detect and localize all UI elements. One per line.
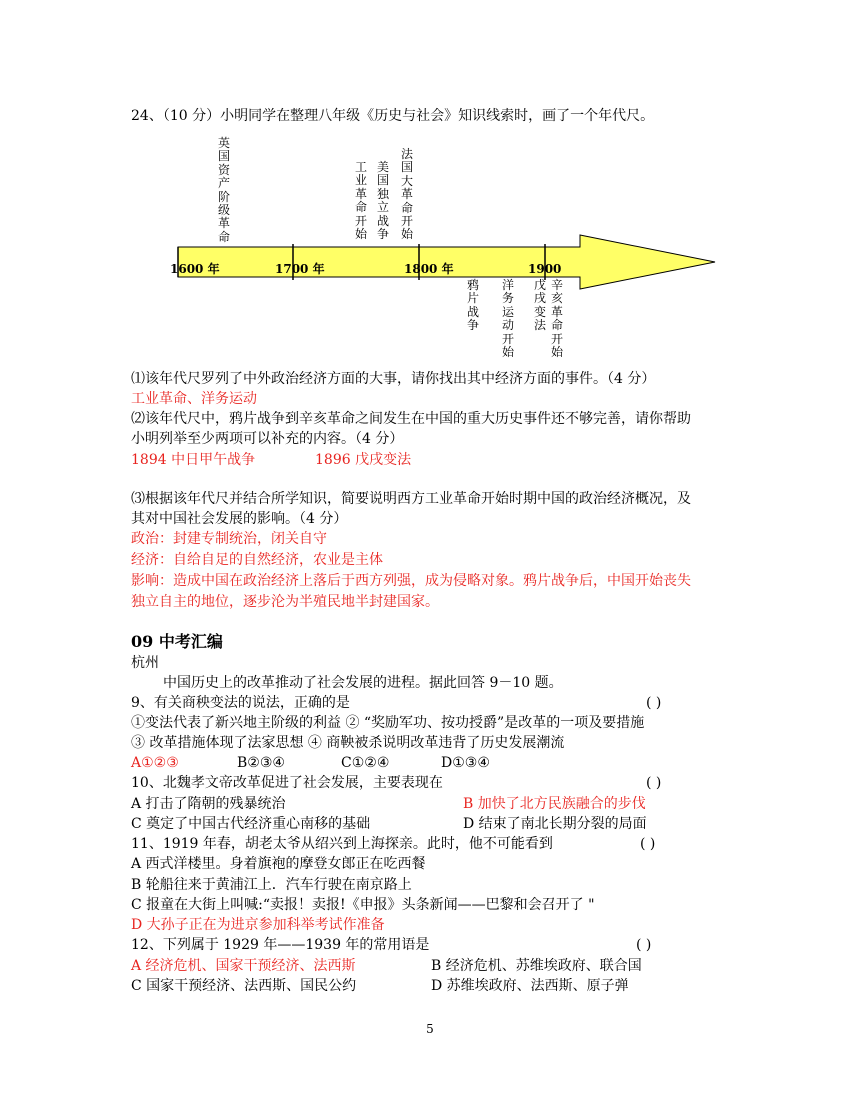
q24-intro: 24、（10 分）小明同学在整理八年级《历史与社会》知识线索时，画了一个年代尺。 bbox=[131, 108, 655, 124]
q9-stem: 9、有关商秧变法的说法，正确的是 bbox=[131, 695, 350, 711]
tick-label-1900: 1900 bbox=[528, 262, 562, 276]
q12-stem: 12、下列属于 1929 年——1939 年的常用语是 bbox=[131, 937, 430, 953]
event-french-revolution: 法国大革命开始 bbox=[400, 147, 413, 242]
timeline-ruler bbox=[0, 0, 860, 380]
event-industrial-revolution: 工业革命开始 bbox=[354, 160, 367, 242]
q9-option-b: B②③④ bbox=[237, 755, 285, 771]
q9-option-c: C①②④ bbox=[341, 755, 390, 771]
q10-stem: 10、北魏孝文帝改革促进了社会发展，主要表现在 bbox=[131, 775, 443, 791]
tick-label-1800: 1800 年 bbox=[404, 262, 454, 276]
q24-part3-answer-politics: 政治：封建专制统治，闭关自守 bbox=[131, 531, 327, 547]
q9-option-a: A①②③ bbox=[131, 755, 179, 771]
q24-part2-answer-2: 1896 戊戌变法 bbox=[315, 452, 412, 468]
q9-answer-paren: ( ) bbox=[646, 695, 662, 711]
q24-part3-answer-impact-line2: 独立自主的地位，逐步沦为半殖民地半封建国家。 bbox=[131, 594, 439, 610]
q10-option-c: C 奠定了中国古代经济重心南移的基础 bbox=[131, 816, 371, 832]
event-hundred-days-reform: 戊戌变法 bbox=[533, 278, 546, 333]
event-westernization-movement: 洋务运动开始 bbox=[501, 278, 514, 360]
q11-option-d: D 大孙子正在为进京参加科举考试作准备 bbox=[131, 917, 385, 933]
q9-option-d: D①③④ bbox=[441, 755, 490, 771]
event-xinhai-revolution: 辛亥革命开始 bbox=[550, 278, 563, 360]
q12-answer-paren: ( ) bbox=[636, 937, 652, 953]
page-number: 5 bbox=[426, 1022, 434, 1036]
q12-option-a: A 经济危机、国家干预经济、法西斯 bbox=[131, 958, 356, 974]
q24-part1-question: ⑴该年代尺罗列了中外政治经济方面的大事，请你找出其中经济方面的事件。（4 分） bbox=[131, 371, 656, 387]
q11-stem: 11、1919 年春，胡老太爷从绍兴到上海探亲。此时，他不可能看到 bbox=[131, 836, 553, 852]
event-american-independence: 美国独立战争 bbox=[376, 160, 389, 242]
q10-answer-paren: ( ) bbox=[646, 775, 662, 791]
section-intro: 中国历史上的改革推动了社会发展的进程。据此回答 9－10 题。 bbox=[163, 675, 563, 691]
event-english-revolution: 英国资产阶级革命 bbox=[217, 136, 230, 244]
section-title: 09 中考汇编 bbox=[131, 632, 223, 651]
q24-part2-question-line1: ⑵该年代尺中，鸦片战争到辛亥革命之间发生在中国的重大历史事件还不够完善，请你帮助 bbox=[131, 411, 691, 427]
q12-option-c: C 国家干预经济、法西斯、国民公约 bbox=[131, 978, 357, 994]
q24-part3-question-line2: 其对中国社会发展的影响。（4 分） bbox=[131, 511, 348, 527]
q24-part3-answer-impact-line1: 影响：造成中国在政治经济上落后于西方列强，成为侵略对象。鸦片战争后，中国开始丧失 bbox=[131, 573, 691, 589]
q11-answer-paren: ( ) bbox=[640, 836, 656, 852]
q11-option-b: B 轮船往来于黄浦江上．汽车行驶在南京路上 bbox=[131, 877, 412, 893]
section-city: 杭州 bbox=[131, 655, 159, 671]
tick-label-1600: 1600 年 bbox=[170, 262, 220, 276]
tick-label-1700: 1700 年 bbox=[275, 262, 325, 276]
q9-statement-3-4: ③ 改革措施体现了法家思想 ④ 商鞅被杀说明改革违背了历史发展潮流 bbox=[131, 735, 565, 751]
q24-part3-question-line1: ⑶根据该年代尺并结合所学知识，简要说明西方工业革命开始时期中国的政治经济概况，及 bbox=[131, 491, 691, 507]
q24-part3-answer-economy: 经济：自给自足的自然经济，农业是主体 bbox=[131, 552, 383, 568]
q12-option-b: B 经济危机、苏维埃政府、联合国 bbox=[431, 958, 642, 974]
q11-option-c: C 报童在大街上叫喊:“卖报！卖报!《申报》头条新闻——巴黎和会召开了 " bbox=[131, 897, 595, 913]
q9-statement-1-2: ①变法代表了新兴地主阶级的利益 ② “奖励军功、按功授爵”是改革的一项及要措施 bbox=[131, 715, 645, 731]
q10-option-a: A 打击了隋朝的残暴统治 bbox=[131, 796, 286, 812]
q11-option-a: A 西式洋楼里。身着旗袍的摩登女郎正在吃西餐 bbox=[131, 856, 426, 872]
q24-part1-answer: 工业革命、洋务运动 bbox=[131, 391, 257, 407]
q10-option-d: D 结束了南北长期分裂的局面 bbox=[463, 816, 647, 832]
event-opium-war: 鸦片战争 bbox=[466, 278, 479, 333]
q24-part2-answer-1: 1894 中日甲午战争 bbox=[131, 452, 256, 468]
q10-option-b: B 加快了北方民族融合的步伐 bbox=[463, 796, 646, 812]
q12-option-d: D 苏维埃政府、法西斯、原子弹 bbox=[431, 978, 629, 994]
q24-part2-question-line2: 小明列举至少两项可以补充的内容。（4 分） bbox=[131, 431, 404, 447]
